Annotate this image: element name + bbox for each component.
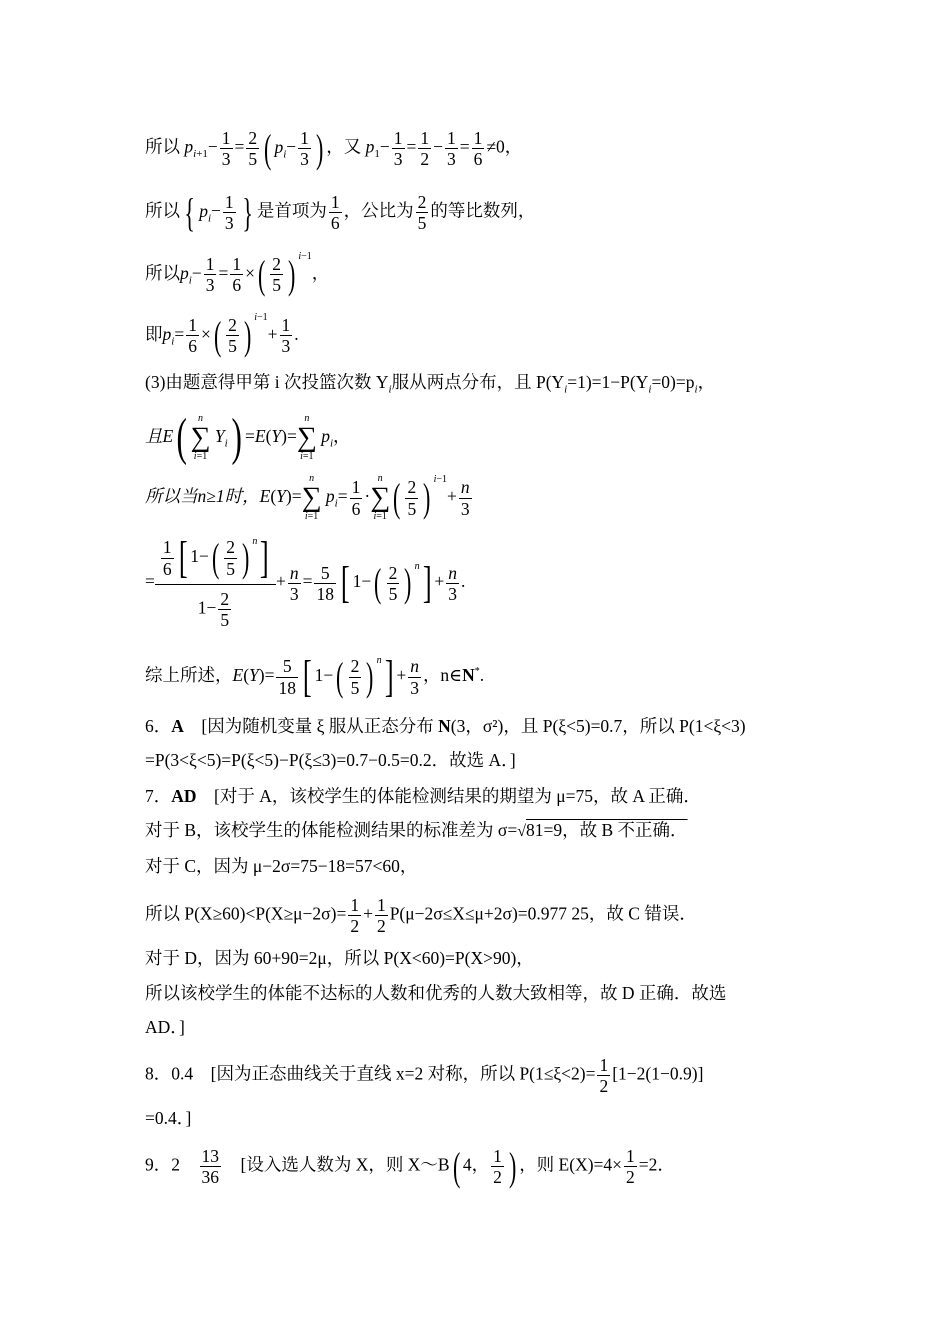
q6-line-2: =P(3<ξ<5)=P(ξ<5)−P(ξ≤3)=0.7−0.5=0.2．故选 A．] — [145, 750, 516, 770]
eq-line-7: 所以当n≥1时，E(Y)= n ∑ i=1 $p_i=$ $\frac{1}{6}$ · n ∑ i=1 ( $\frac{2}{5}$ ) $^{i-1}$+ $\frac{n}{3}$ — [145, 473, 470, 522]
q7-line-2: 对于 B，该校学生的体能检测结果的标准差为 σ=√81=9，故 B 不正确． — [145, 820, 688, 840]
q7-line-3: 对于 C，因为 μ−2σ=75−18=57<60， — [145, 856, 418, 876]
q8-line-1: 8．0.4 [因为正态曲线关于直线 x=2 对称，所以 P(1≤ξ<2)= $\frac{1}{2}$ [1−2(1−0.9)] — [145, 1055, 704, 1097]
eq-line-3: 所以$p_i-$ $\frac{1}{3}$ = $\frac{1}{6}$ ×( $\frac{2}{5}$ ) $^{i-1}$， — [145, 251, 330, 297]
q6-line-1: 6．A [因为随机变量 ξ 服从正态分布 N(3，σ²)，且 P(ξ<5)=0.7，所以 P(1<ξ<3) — [145, 716, 746, 736]
eq-line-6: 且E( n ∑ i=1 $Y_i) =E(Y)=$ n ∑ i=1 $p_i$， — [145, 409, 351, 466]
eq-line-1: 所以 $p_{i+1}-$ $\frac{1}{3}$ = $\frac{2}{5}$ ( $p_i-$ $\frac{1}{3}$ ) ，又 $p_1-$ $\frac{1}{3}$ = $\frac{1}{2}$ − $\frac{1}{3}$ = $\frac{1}{6}$ ≠0， — [145, 125, 523, 171]
eq-line-8: = $\frac{1}{6}$ [ 1−( $\frac{2}{5}$ ) $^n$] 1− $\frac{2}{5}$ + $\frac{n}{3}$ = $\frac{5}{18}$ [ 1−( $\frac{2}{5}$ ) $^n$] + $\frac{n}{3}$ . — [145, 533, 466, 631]
q7-line-1: 7．AD [对于 A，该校学生的体能检测结果的期望为 μ=75，故 A 正确． — [145, 786, 701, 806]
q7-line-6: 所以该校学生的体能不达标的人数和优秀的人数大致相等，故 D 正确．故选 — [145, 983, 727, 1003]
q8-line-2: =0.4．] — [145, 1108, 192, 1128]
eq-line-4: 即$p_i=$ $\frac{1}{6}$ ×( $\frac{2}{5}$ ) $^{i-1}$+ $\frac{1}{3}$ . — [145, 312, 299, 358]
q7-line-7: AD．] — [145, 1017, 185, 1037]
q7-line-5: 对于 D，因为 60+90=2μ，所以 P(X<60)=P(X>90)， — [145, 948, 534, 968]
eq-line-9: 综上所述，E(Y)= $\frac{5}{18}$ [ 1−( $\frac{2}{5}$ ) $^n$] + $\frac{n}{3}$ ，n∈N*. — [145, 652, 485, 701]
q7-line-4: 所以 P(X≥60)<P(X≥μ−2σ)= $\frac{1}{2}$ + $\frac{1}{2}$ P(μ−2σ≤X≤μ+2σ)=0.977 25，故 C 错误． — [145, 895, 697, 937]
eq-line-5: (3)由题意得甲第 i 次投篮次数 $Y_i$服从两点分布，且 $P(Y_i=1)=1-P(Y_i=0)=p_i$， — [145, 372, 716, 396]
eq-line-2: 所以 { $p_i-$ $\frac{1}{3}$ } 是首项为 $\frac{1}{6}$ ，公比为 $\frac{2}{5}$ 的等比数列， — [145, 189, 536, 235]
q9-line-1: 9．2 $\frac{13}{36}$ [设入选人数为 X，则 X～B( 4， $\frac{1}{2}$ ) ，则 E(X)=4× $\frac{1}{2}$ =2． — [145, 1143, 675, 1189]
